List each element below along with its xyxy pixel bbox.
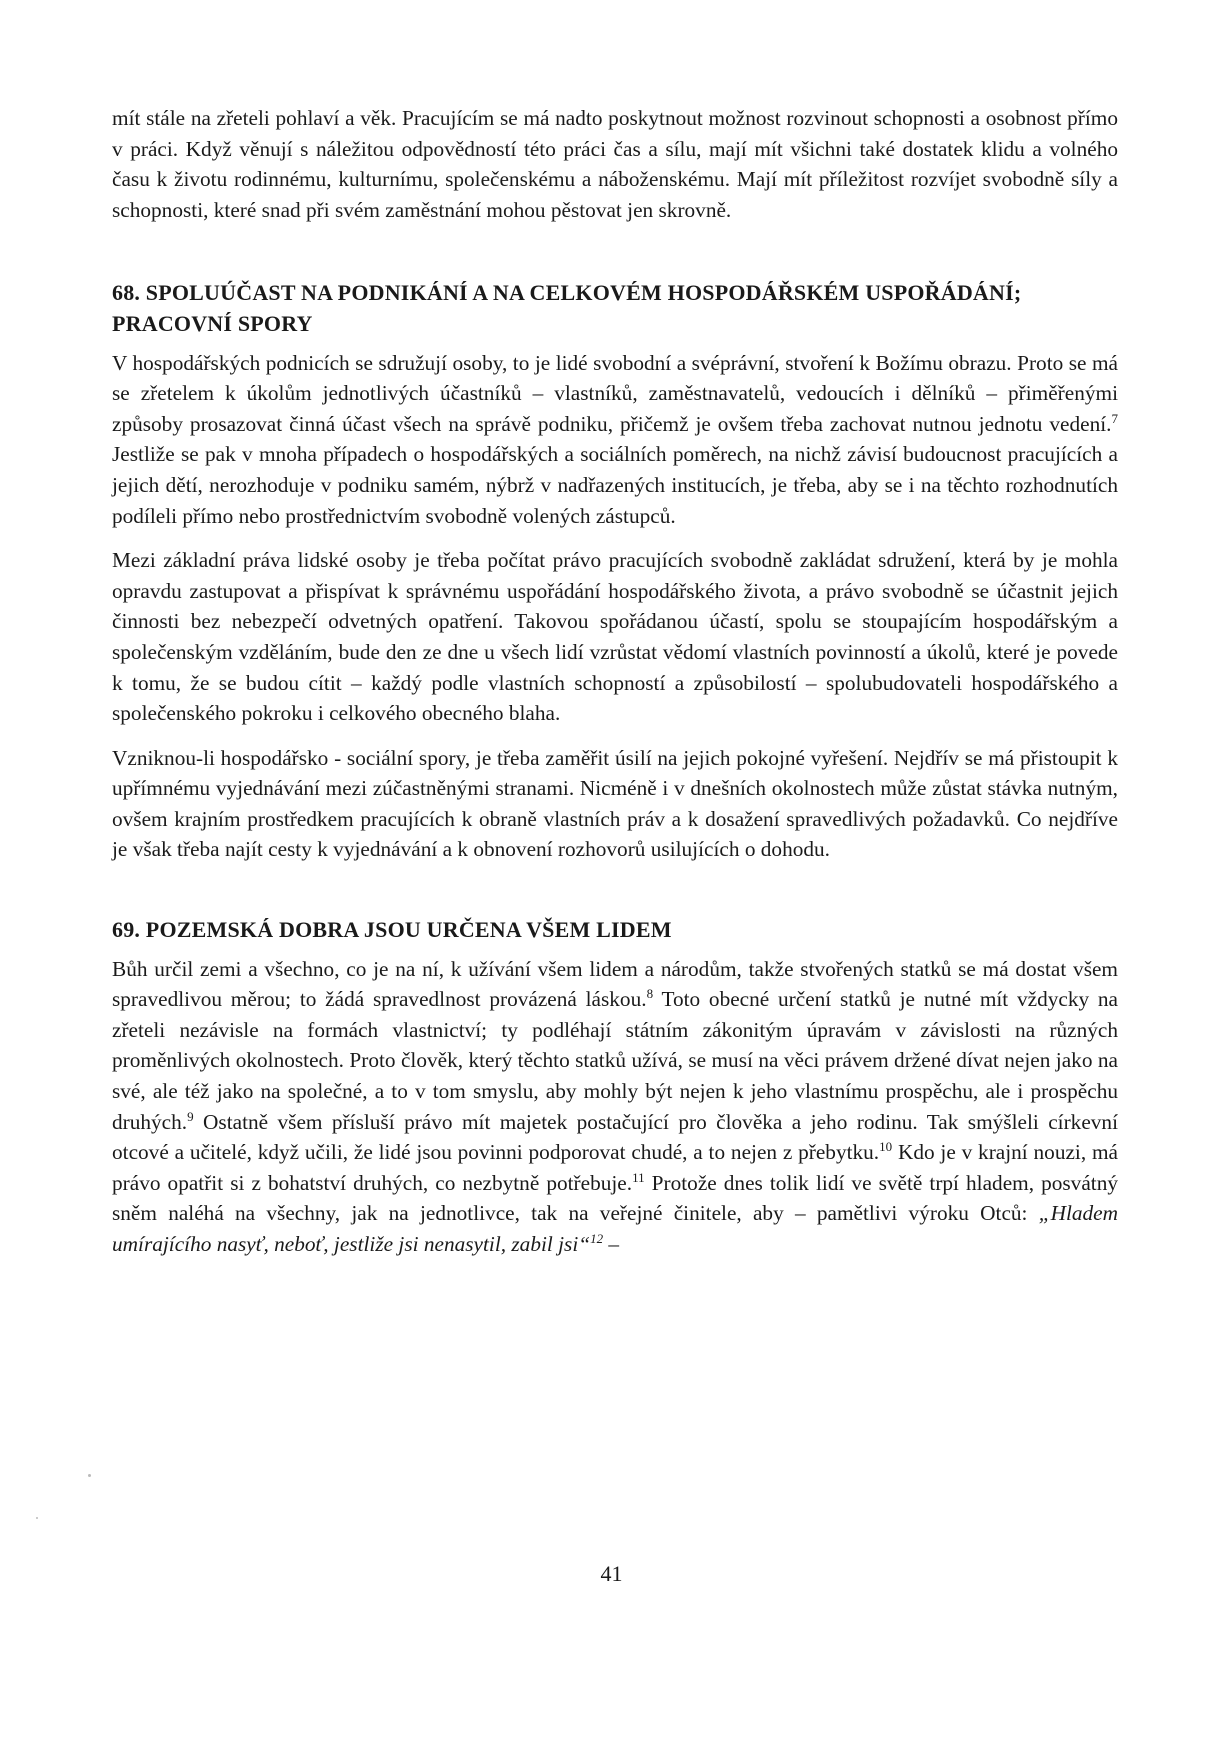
page-number: 41 bbox=[600, 1561, 623, 1586]
scan-speck bbox=[88, 1474, 91, 1477]
paragraph-text: Jestliže se pak v mnoha případech o hospodářských a sociálních poměrech, na nichž závisí budoucnost pracujících a jejich dětí, nerozhoduje v podniku samém, nýbrž v nadřazených institucích, je třeba, aby se i na těchto rozhodnutích podíleli přímo nebo prostřednictvím svobodně volených zástupců. bbox=[112, 442, 1118, 528]
section-68-paragraph-3: Vzniknou-li hospodářsko - sociální spory, je třeba zaměřit úsilí na jejich pokojné vyřešení. Nejdřív se má přistoupit k upřímnému vyjednávání mezi zúčastněnými stranami. Nicméně i v dnešních okolnostech může zůstat stávka nutným, ovšem krajním prostředkem pracujících k obraně vlastních práv a k dosažení spravedlivých požadavků. Co nejdříve je však třeba najít cesty k vyjednávání a k obnovení rozhovorů usilujících o dohodu. bbox=[112, 745, 1118, 862]
paragraph-text: V hospodářských podnicích se sdružují osoby, to je lidé svobodní a svéprávní, stvoření k Božímu obrazu. Proto se má se zřetelem k úkolům jednotlivých účastníků – vlastníků, zaměstnavatelů, vedoucích i dělníků – přiměřenými způsoby prosazovat činná účast všech na správě podniku, přičemž je ovšem třeba zachovat nutnou jednotu vedení. bbox=[112, 350, 1118, 436]
section-69-heading: 69. POZEMSKÁ DOBRA JSOU URČENA VŠEM LIDEM bbox=[112, 917, 672, 943]
scan-speck bbox=[36, 1517, 38, 1519]
quotation: „Hladem umírajícího nasyť, neboť, jestliže jsi nenasytil, zabil jsi“ bbox=[112, 1201, 1118, 1256]
footnote-marker: 11 bbox=[632, 1169, 645, 1185]
paragraph-text: Kdo je v krajní nouzi, má právo opatřit si z bohatství druhých, co nezbytně potřebuje. bbox=[112, 1140, 1118, 1195]
footnote-marker: 7 bbox=[1111, 410, 1118, 426]
paragraph-text: – bbox=[603, 1232, 620, 1256]
section-68-heading: 68. SPOLUÚČAST NA PODNIKÁNÍ A NA CELKOVÉM HOSPODÁŘSKÉM USPOŘÁDÁNÍ; PRACOVNÍ SPORY bbox=[112, 280, 1022, 336]
paragraph-text: Toto obecné určení statků je nutné mít vždycky na zřeteli nezávisle na formách vlastnictví; ty podléhají státním zákonitým úpravám v závislosti na různých proměnlivých okolnostech. Proto člověk, který těchto statků užívá, se musí na věci právem držené dívat nejen jako na své, ale též jako na společné, a to v tom smyslu, aby mohly být nejen k jeho vlastnímu prospěchu, ale i prospěchu druhých. bbox=[112, 987, 1118, 1134]
paragraph-text: Bůh určil zemi a všechno, co je na ní, k užívání všem lidem a národům, takže stvořených statků se má dostat všem spravedlivou měrou; to žádá spravedlnost provázená láskou. bbox=[112, 956, 1118, 1012]
page-content bbox=[112, 103, 1118, 1260]
footnote-marker: 10 bbox=[879, 1139, 893, 1155]
footnote-marker: 12 bbox=[590, 1231, 604, 1246]
continuation-paragraph: mít stále na zřeteli pohlaví a věk. Pracujícím se má nadto poskytnout možnost rozvinout schopnosti a osobnost přímo v práci. Když věnují s náležitou odpovědností této práci čas a sílu, mají mít všichni také dostatek klidu a volného času k životu rodinnému, kulturnímu, společenskému a náboženskému. Mají mít příležitost rozvíjet svobodně síly a schopnosti, které snad při svém zaměstnání mohou pěstovat jen skrovně. bbox=[112, 106, 1118, 222]
paragraph-text: Protože dnes tolik lidí ve světě trpí hladem, posvátný sněm naléhá na všechny, jak na jednotlivce, tak na veřejné činitele, aby – pamětlivi výroku Otců: bbox=[112, 1170, 1118, 1226]
paragraph-text: Ostatně všem přísluší právo mít majetek postačující pro člověka a jeho rodinu. Tak smýšleli církevní otcové a učitelé, když učili, že lidé jsou povinni podporovat chudé, a to nejen z přebytku. bbox=[112, 1109, 1118, 1165]
section-68-paragraph-2: Mezi základní práva lidské osoby je třeba počítat právo pracujících svobodně zakládat sdružení, která by je mohla opravdu zastupovat a přispívat k správnému uspořádání hospodářského života, a právo svobodně se účastnit jejich činnosti bez nebezpečí odvetných opatření. Takovou spořádanou účastí, spolu se stoupajícím hospodářským a společenským vzděláním, bude den ze dne u všech lidí vzrůstat vědomí vlastních povinností a úkolů, které je povede k tomu, že se budou cítit – každý podle vlastních schopností a způsobilostí – spolubudovateli hospodářského a společenského pokroku i celkového obecného blaha. bbox=[112, 548, 1118, 726]
section-68-paragraph-1 bbox=[112, 348, 1118, 532]
section-69-paragraph-1 bbox=[112, 954, 1118, 1260]
footnote-marker: 9 bbox=[187, 1108, 194, 1124]
footnote-marker: 8 bbox=[646, 986, 654, 1002]
